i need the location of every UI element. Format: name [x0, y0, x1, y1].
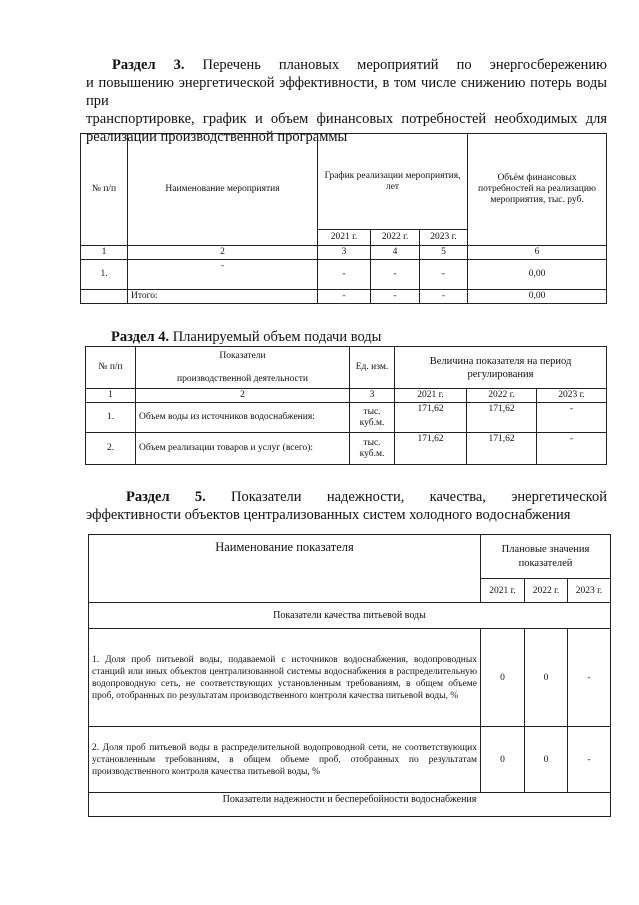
table-row: 2. Доля проб питьевой воды в распределительной водопроводной сети, не соответствующих установленным требованиям, в общем объеме проб, отобранных по результатам производственного контроля качества питьевой воды, % 0 0 -	[89, 727, 611, 793]
section4-label: Раздел 4.	[111, 329, 170, 345]
table-row: 1. Объем воды из источников водоснабжения: тыс. куб.м. 171,62 171,62 -	[86, 403, 607, 433]
col-indicator-header: Показатели производственной деятельности	[136, 347, 350, 389]
section3-line2: и повышению энергетической эффективности, в том числе снижению потерь воды при	[86, 75, 607, 109]
year-cell: 2021 г.	[481, 579, 525, 603]
index-cell: 2	[136, 389, 350, 403]
section3-table	[80, 133, 607, 304]
col-num-header: № п/п	[86, 347, 136, 389]
section5-table	[88, 534, 611, 817]
year-cell: 2022 г.	[371, 230, 420, 246]
group-header: Показатели надежности и бесперебойности водоснабжения	[89, 793, 611, 817]
table-cell: -	[318, 260, 371, 290]
year-cell: 2021 г.	[318, 230, 371, 246]
table-cell: -	[318, 290, 371, 304]
index-cell: 1	[81, 246, 128, 260]
col-schedule-header: График реализации мероприятия, лет	[318, 134, 468, 230]
table-row: 1. Доля проб питьевой воды, подаваемой с источников водоснабжения, водопроводных станций или иных объектов централизованной системы водоснабжения в распределительную водопроводную сеть, не соответствующих установленным требованиям, в общем объеме проб, отобранных по результатам производственного контроля качества питьевой воды, % 0 0 -	[89, 629, 611, 727]
year-cell: 2023 г.	[568, 579, 611, 603]
section4-title: Планируемый объем подачи воды	[172, 329, 382, 345]
index-cell: 2	[128, 246, 318, 260]
table-cell: -	[420, 290, 468, 304]
section3-line4: реализации производственной программы	[86, 129, 348, 145]
index-cell: 5	[420, 246, 468, 260]
col-finance-header: Объём финансовых потребностей на реализацию мероприятия, тыс. руб.	[468, 134, 607, 246]
section5-heading	[86, 488, 607, 524]
index-cell: 4	[371, 246, 420, 260]
group-header: Показатели качества питьевой воды	[89, 603, 611, 629]
year-cell: 2023 г.	[420, 230, 468, 246]
index-cell: 3	[350, 389, 395, 403]
index-cell: 3	[318, 246, 371, 260]
year-cell: 2021 г.	[395, 389, 467, 403]
section4-table	[85, 346, 607, 465]
section3-label: Раздел 3.	[112, 57, 185, 73]
index-cell: 6	[468, 246, 607, 260]
col-value-header: Величина показателя на период регулирования	[395, 347, 607, 389]
section5-label: Раздел 5.	[126, 489, 206, 505]
year-cell: 2022 г.	[525, 579, 568, 603]
section5-line2: эффективности объектов централизованных систем холодного водоснабжения	[86, 507, 571, 523]
table-cell: 0,00	[468, 290, 607, 304]
index-cell: 1	[86, 389, 136, 403]
table-cell: -	[371, 260, 420, 290]
table-cell: -	[128, 260, 318, 290]
table-cell: -	[371, 290, 420, 304]
col-name-header: Наименование мероприятия	[128, 134, 318, 246]
section3-line1: Перечень плановых мероприятий по энергосбережению	[202, 57, 608, 73]
col-num-header: № п/п	[81, 134, 128, 246]
section3-line3: транспортировке, график и объем финансовых потребностей необходимых для	[86, 111, 607, 127]
year-cell: 2022 г.	[467, 389, 537, 403]
table-cell: -	[420, 260, 468, 290]
col-name-header: Наименование показателя	[89, 535, 481, 603]
col-plan-header: Плановые значения показателей	[481, 535, 611, 579]
table-cell: 1.	[81, 260, 128, 290]
section5-line1: Показатели надежности, качества, энергетической	[231, 489, 608, 505]
total-label: Итого:	[128, 290, 318, 304]
table-cell: 0,00	[468, 260, 607, 290]
col-unit-header: Ед. изм.	[350, 347, 395, 389]
section4-heading	[111, 328, 511, 346]
year-cell: 2023 г.	[537, 389, 607, 403]
table-row: 2. Объем реализации товаров и услуг (всего): тыс. куб.м. 171,62 171,62 -	[86, 433, 607, 465]
